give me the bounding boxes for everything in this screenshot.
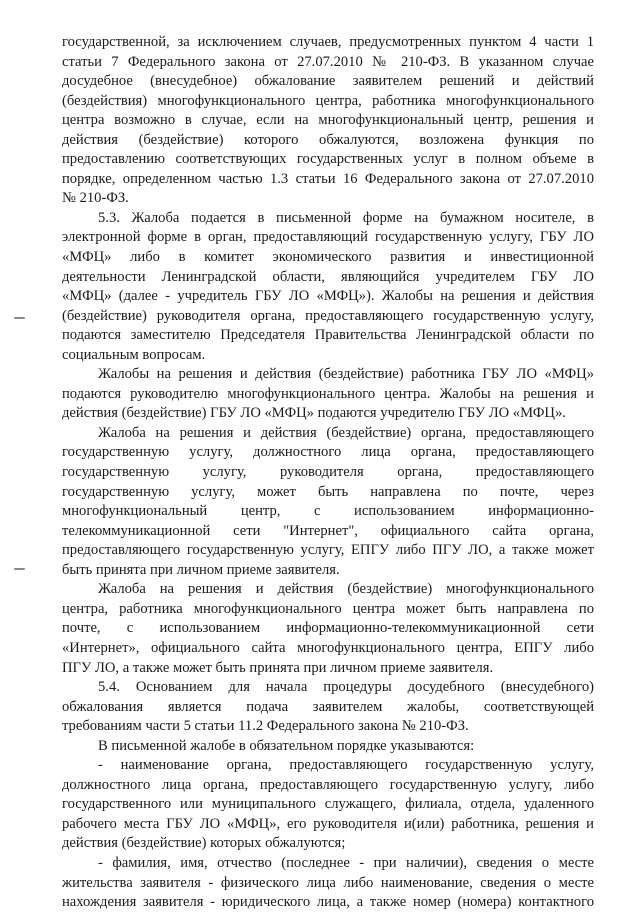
text-line: рабочего места ГБУ ЛО «МФЦ», его руководителя и(или) работника, решения и [62, 815, 594, 832]
text-line: ПГУ ЛО, а также может быть принята при личном приеме заявителя. [62, 659, 494, 676]
text-line: подаются руководителю многофункционального центра. Жалобы на решения и [62, 385, 594, 402]
text-line: жительства заявителя - физического лица либо наименование, сведения о месте [62, 874, 594, 891]
text-line: Жалоба на решения и действия (бездействие) органа, предоставляющего [98, 424, 594, 441]
text-line: предоставляющего государственную услугу, ЕПГУ либо ПГУ ЛО, а также может [62, 542, 594, 559]
text-line: почте, с использованием информационно-телекоммуникационной сети [62, 620, 594, 637]
text-line: (бездействия) многофункционального центра, работника многофункционального [62, 92, 594, 109]
text-line: требованиям части 5 статьи 11.2 Федерального закона № 210-ФЗ. [62, 718, 469, 735]
text-line: государственной, за исключением случаев, предусмотренных пунктом 4 части 1 [62, 34, 594, 50]
text-line: порядке, определенном частью 1.3 статьи 16 Федерального закона от 27.07.2010 [62, 170, 594, 187]
text-line: статьи 7 Федерального закона от 27.07.2010 № 210-ФЗ. В указанном случае [62, 53, 594, 70]
text-line: «МФЦ» либо в комитет экономического развития и инвестиционной [62, 249, 594, 266]
text-line: Жалобы на решения и действия (бездействие) работника ГБУ ЛО «МФЦ» [98, 366, 594, 383]
text-line: В письменной жалобе в обязательном порядке указываются: [98, 737, 475, 754]
scan-margin-mark-upper [14, 317, 25, 319]
text-line: центра, работника многофункционального центра может быть направлена по [62, 600, 594, 617]
text-line: Жалоба на решения и действия (бездействие) многофункционального [98, 581, 594, 598]
text-line: действия (бездействие) которого обжалуются, возложена функция по [62, 131, 594, 148]
text-line: социальным вопросам. [62, 346, 206, 363]
text-line: нахождения заявителя - юридического лица, а также номер (номера) контактного [62, 894, 594, 911]
text-line: № 210-ФЗ. [62, 190, 129, 207]
text-line: телекоммуникационной сети "Интернет", официального сайта органа, [62, 522, 594, 539]
scan-margin-mark-lower [14, 568, 25, 570]
text-line: 5.3. Жалоба подается в письменной форме на бумажном носителе, в [98, 209, 594, 226]
text-line: многофункциональный центр, с использованием информационно- [62, 503, 594, 520]
text-line: деятельности Ленинградской области, являющийся учредителем ГБУ ЛО [62, 268, 594, 285]
text-line: досудебное (внесудебное) обжалование заявителем решений и действий [62, 73, 594, 90]
text-line: - наименование органа, предоставляющего государственную услугу, [98, 757, 594, 774]
text-line: центра возможно в случае, если на многофункциональный центр, решения и [62, 112, 594, 129]
text-line: должностного лица органа, предоставляющего государственную услугу, либо [62, 776, 594, 793]
text-line: действия (бездействие) которых обжалуются; [62, 835, 346, 852]
text-line: обжалования является подача заявителем жалобы, соответствующей [62, 698, 594, 715]
text-line: государственную услугу, может быть направлена по почте, через [62, 483, 594, 500]
text-line: «МФЦ» (далее - учредитель ГБУ ЛО «МФЦ»). Жалобы на решения и действия [62, 288, 594, 305]
text-line: электронной форме в орган, предоставляющий государственную услугу, ГБУ ЛО [62, 229, 594, 246]
text-line: государственного или муниципального служащего, филиала, отдела, удаленного [62, 796, 594, 813]
text-line: «Интернет», официального сайта многофункционального центра, ЕПГУ либо [62, 639, 594, 656]
text-line: быть принята при личном приеме заявителя. [62, 561, 340, 578]
text-line: действия (бездействие) ГБУ ЛО «МФЦ» подаются учредителю ГБУ ЛО «МФЦ». [62, 405, 566, 422]
text-line: - фамилия, имя, отчество (последнее - при наличии), сведения о месте [98, 854, 594, 871]
document-page [62, 33, 594, 913]
text-line: государственную услугу, руководителя органа, предоставляющего [62, 464, 594, 481]
text-line: (бездействие) руководителя органа, предоставляющего государственную услугу, [62, 307, 594, 324]
text-line: государственную услугу, должностного лица органа, предоставляющего [62, 444, 594, 461]
text-line: предоставлению соответствующих государственных услуг в полном объеме в [62, 151, 594, 168]
text-line: 5.4. Основанием для начала процедуры досудебного (внесудебного) [98, 679, 594, 696]
text-line: подаются заместителю Председателя Правительства Ленинградской области по [62, 327, 594, 344]
